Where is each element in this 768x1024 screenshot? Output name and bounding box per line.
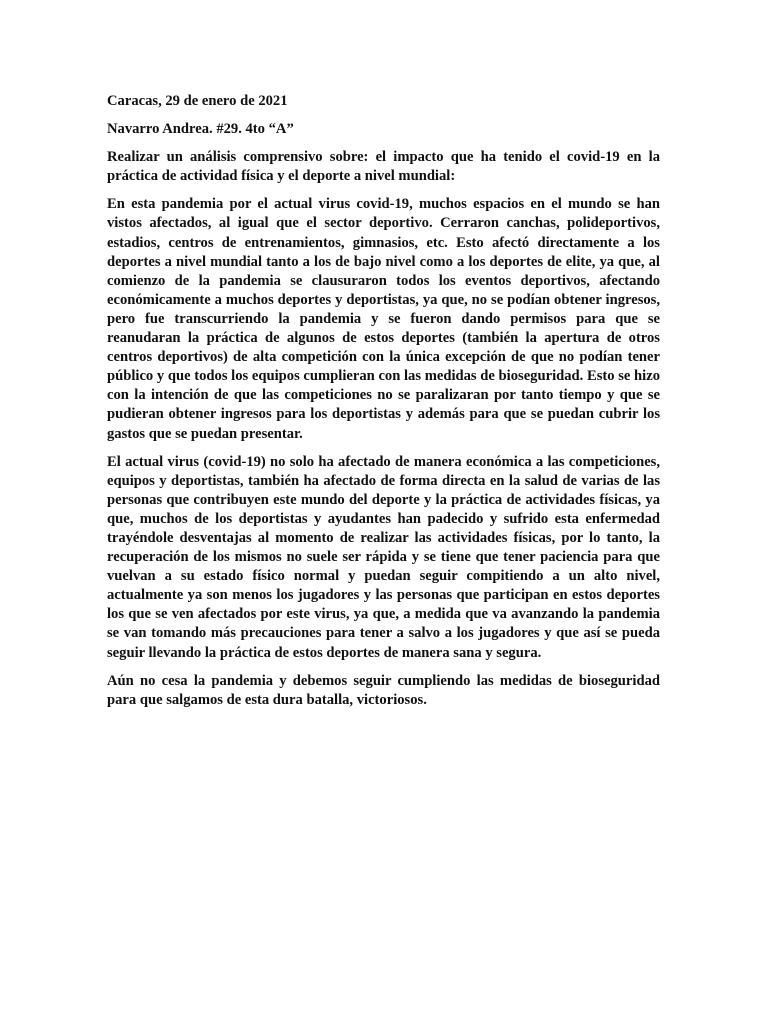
paragraph-2: El actual virus (covid-19) no solo ha afectado de manera económica a las competiciones, equipos y deportistas, también ha afectado de forma directa en la salud de varias de las personas que contribuyen este mundo del deporte y la práctica de actividades físicas, ya que, muchos de los deportistas y ayudantes han padecido y sufrido esta enfermedad trayéndole desventajas al momento de realizar las actividades físicas, por lo tanto, la recuperación de los mismos no suele ser rápida y se tiene que tener paciencia para que vuelvan a su estado físico normal y puedan seguir compitiendo a un alto nivel, actualmente ya son menos los jugadores y las personas que participan en estos deportes los que se ven afectados por este virus, ya que, a medida que va avanzando la pandemia se van tomando más precauciones para tener a salvo a los jugadores y que así se pueda seguir llevando la práctica de estos deportes de manera sana y segura. xyxy=(107,453,660,661)
paragraph-1: En esta pandemia por el actual virus covid-19, muchos espacios en el mundo se han vistos afectados, al igual que el sector deportivo. Cerraron canchas, polideportivos, estadios, centros de entrenamientos, gimnasios, etc. Esto afectó directamente a los deportes a nivel mundial tanto a los de bajo nivel como a los deportes de elite, ya que, al comienzo de la pandemia se clausuraron todos los eventos deportivos, afectando económicamente a muchos deportes y deportistas, ya que, no se podían obtener ingresos, pero fue transcurriendo la pandemia y se fueron dando permisos para que se reanudaran la práctica de algunos de estos deportes (también la apertura de otros centros deportivos) de alta competición con la única excepción de que no podían tener público y que todos los equipos cumplieran con las medidas de bioseguridad. Esto se hizo con la intención de que las competiciones no se paralizaran por tanto tiempo y que se pudieran obtener ingresos para los deportistas y además para que se puedan cubrir los gastos que se puedan presentar. xyxy=(107,196,660,442)
paragraph-3: Aún no cesa la pandemia y debemos seguir cumpliendo las medidas de bioseguridad para que salgamos de esta dura batalla, victoriosos. xyxy=(107,672,660,708)
assignment-prompt: Realizar un análisis comprensivo sobre: el impacto que ha tenido el covid-19 en la práctica de actividad física y el deporte a nivel mundial: xyxy=(107,149,660,185)
document-body xyxy=(107,92,660,719)
date-line: Caracas, 29 de enero de 2021 xyxy=(107,93,288,109)
author-line: Navarro Andrea. #29. 4to “A” xyxy=(107,121,294,138)
